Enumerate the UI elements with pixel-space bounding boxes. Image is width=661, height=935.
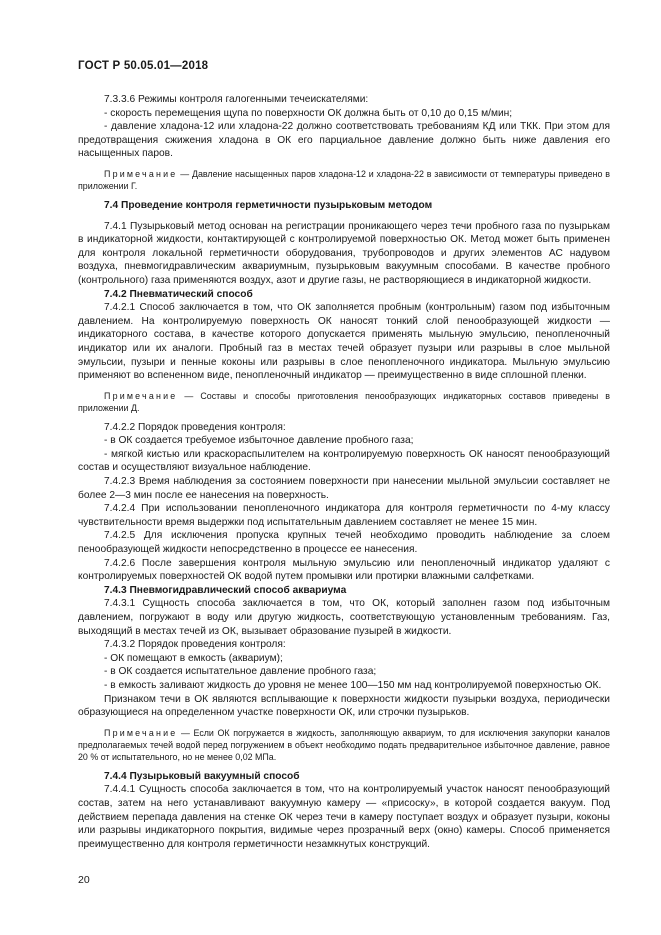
note-text: — Давление насыщенных паров хладона-12 и хладона-22 в зависимости от температуры приведено в приложении Г.: [78, 168, 610, 191]
section-heading: 7.4 Проведение контроля герметичности пузырьковым методом: [104, 199, 433, 211]
document-header: ГОСТ Р 50.05.01—2018: [78, 60, 209, 72]
body-paragraph: 7.4.2.2 Порядок проведения контроля:: [104, 421, 286, 433]
spacer: [78, 383, 610, 390]
note-paragraph: [78, 168, 610, 192]
section-heading: 7.4.3 Пневмогидравлический способ аквариума: [104, 584, 347, 596]
note-paragraph: [78, 390, 610, 414]
spacer: [78, 213, 610, 220]
body-paragraph: 7.4.4.1 Сущность способа заключается в том, что на контролируемый участок наносят пенообразующий состав, затем на него устанавливают вакуумную камеру — «присоску», в которой создается вакуум. Под действием перепада давления на стенке ОК через течи в камеру поступает воздух и образует пузыри, коконы или разрывы индикаторного покрытия, видимые через прозрачный верх (окно) камеры. Способ применяется преимущественно для контроля герметичности незамкнутых конструкций.: [78, 784, 610, 850]
body-paragraph: - в ОК создается испытательное давление пробного газа;: [104, 666, 377, 678]
body-paragraph: - давление хладона-12 или хладона-22 должно соответствовать требованиям КД или ТКК. При этом для предотвращения сжижения хладона в ОК его парциальное давление должно быть ниже давления его насыщенных паров.: [78, 121, 610, 160]
spacer: [78, 192, 610, 199]
body-paragraph: - ОК помещают в емкость (аквариум);: [104, 652, 283, 664]
body-paragraph: 7.4.2.4 При использовании пенопленочного индикатора для контроля герметичности по 4-му классу чувствительности время выдержки под испытательным давлением составляет не менее 15 мин.: [78, 503, 610, 528]
body-paragraph: 7.4.2.5 Для исключения пропуска крупных течей необходимо проводить наблюдение за слоем пенообразующей жидкости непосредственно в процессе ее нанесения.: [78, 530, 610, 556]
document-body: [78, 93, 610, 851]
body-paragraph: - мягкой кистью или краскораспылителем на контролируемую поверхность ОК наносят пенообразующий состав и осуществляют визуальное наблюдение.: [78, 448, 610, 474]
body-paragraph: - в ОК создается требуемое избыточное давление пробного газа;: [104, 435, 414, 447]
body-paragraph: 7.4.2.3 Время наблюдения за состоянием поверхности при нанесении мыльной эмульсии составляет не более 2—3 мин после ее нанесения на поверхность.: [78, 476, 610, 501]
note-text: — Если ОК погружается в жидкость, заполняющую аквариум, то для исключения закупорки каналов предполагаемых течей водой перед погружением в объект необходимо подать предварительное избыточное давление, равное 20 % от испытательного, но не менее 0,02 МПа.: [78, 727, 610, 762]
note-paragraph: [78, 727, 610, 763]
body-paragraph: 7.3.3.6 Режимы контроля галогенными течеискателями:: [104, 94, 369, 105]
body-paragraph: 7.4.2.1 Способ заключается в том, что ОК заполняется пробным (контрольным) газом под избыточным давлением. На контролируемую поверхность ОК наносят тонкий слой пенообразующей жидкости — индикаторного состава, в качестве которого допускается применять мыльную эмульсию, пенопленочный индикатор или их аналоги. Пробный газ в местах течей образует пузыри или разрывы в слое мыльной эмульсии, пузыри и пенные коконы или разрывы в слое пенопленочного индикатора. Мыльную эмульсию применяют во вспененном виде, пенопленочный индикатор — преимущественно в виде сплошной пленки.: [78, 302, 610, 382]
note-text: — Составы и способы приготовления пенообразующих индикаторных составов приведены в приложении Д.: [78, 390, 610, 413]
spacer: [78, 414, 610, 421]
body-paragraph: 7.4.3.2 Порядок проведения контроля:: [104, 639, 286, 651]
note-label: Примечание: [104, 390, 178, 401]
spacer: [78, 720, 610, 727]
note-label: Примечание: [104, 727, 178, 738]
section-heading: 7.4.4 Пузырьковый вакуумный способ: [104, 770, 300, 782]
spacer: [78, 763, 610, 770]
note-label: Примечание: [104, 168, 178, 179]
body-paragraph: 7.4.2.6 После завершения контроля мыльную эмульсию или пенопленочный индикатор удаляют с контролируемых поверхностей ОК водой путем промывки или протирки влажными салфетками.: [78, 557, 610, 583]
page-number: 20: [78, 874, 90, 886]
body-paragraph: - в емкость заливают жидкость до уровня не менее 100—150 мм над контролируемой поверхностью ОК.: [104, 679, 602, 691]
body-paragraph: Признаком течи в ОК являются всплывающие к поверхности жидкости пузырьки воздуха, периодически образующиеся на определенном участке поверхности ОК, или строчки пузырьков.: [78, 693, 610, 719]
section-heading: 7.4.2 Пневматический способ: [104, 288, 253, 300]
body-paragraph: 7.4.1 Пузырьковый метод основан на регистрации проникающего через течи пробного газа по пузырькам в индикаторной жидкости, контактирующей с контролируемой поверхностью ОК. Метод может быть применен для контроля локальной герметичности оборудования, трубопроводов и других элементов АС надувом воздуха, пневмогидравлическим аквариумным, пузырьковым вакуумным способами. В качестве пробного (контрольного) газа применяются воздух, азот и другие газы, не растворяющиеся в индикаторной жидкости.: [78, 220, 610, 286]
body-paragraph: - скорость перемещения щупа по поверхности ОК должна быть от 0,10 до 0,15 м/мин;: [104, 107, 513, 119]
spacer: [78, 161, 610, 168]
body-paragraph: 7.4.3.1 Сущность способа заключается в том, что ОК, который заполнен газом под избыточным давлением, погружают в воду или другую жидкость, соответствующую установленным требованиям. Газ, выходящий в местах течей из ОК, вызывает образование пузырей в жидкости.: [78, 598, 610, 637]
